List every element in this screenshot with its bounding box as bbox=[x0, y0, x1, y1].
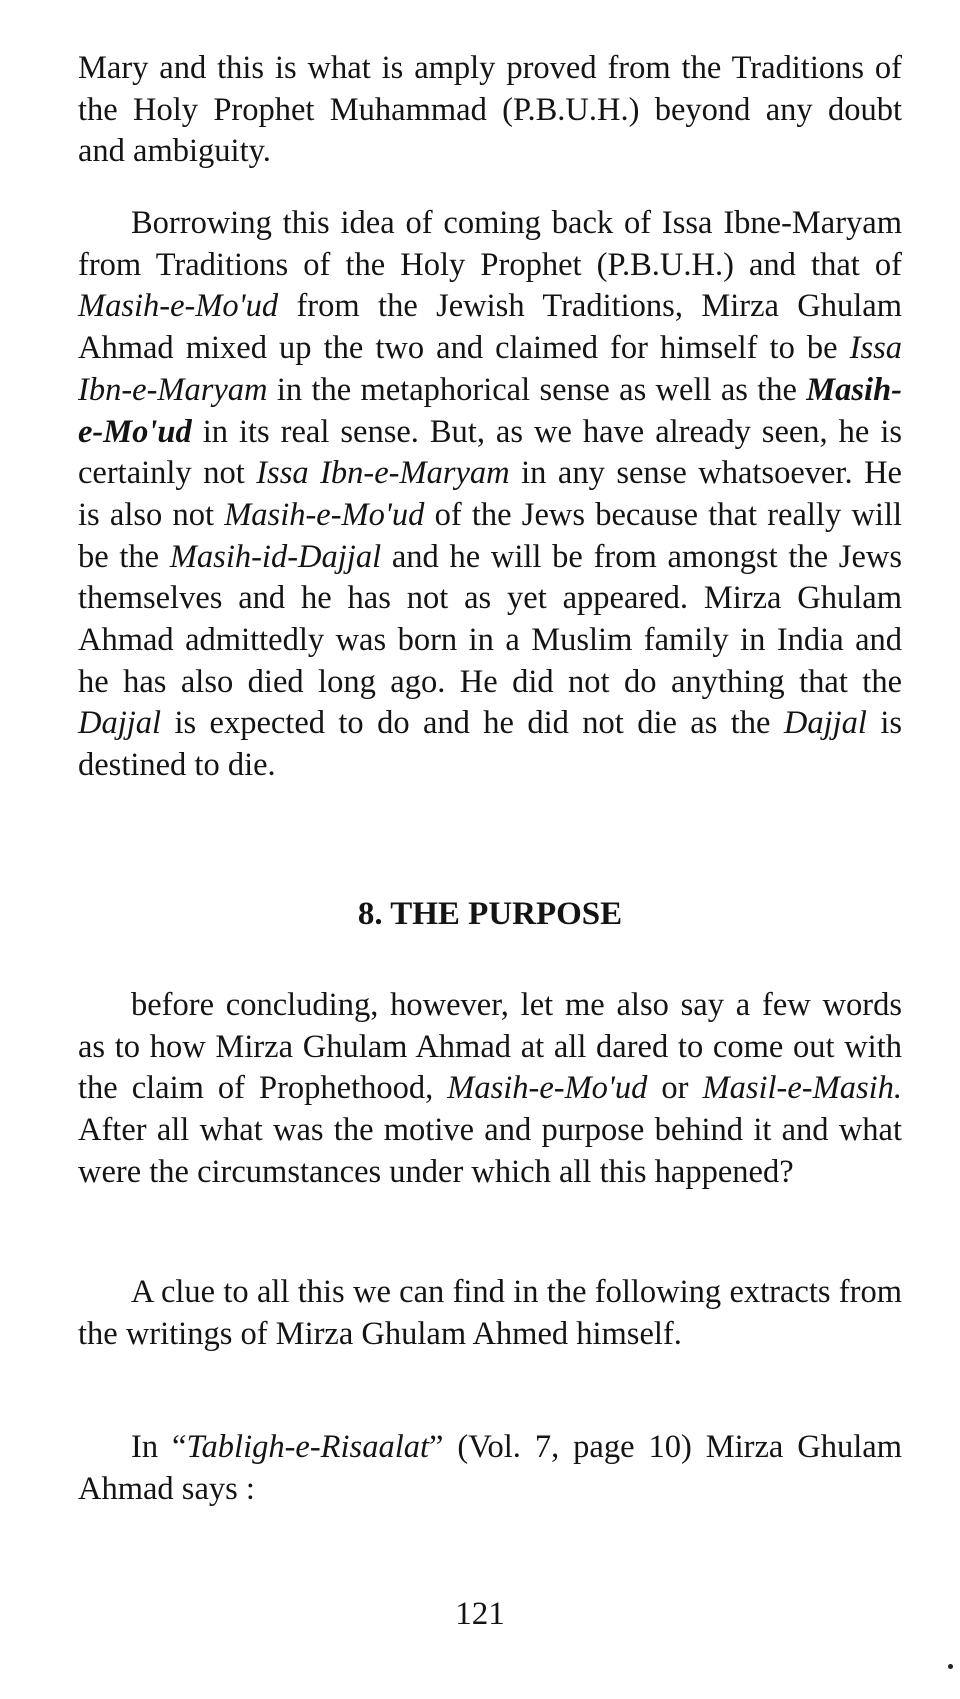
italic-term: Dajjal bbox=[783, 705, 867, 742]
scan-speck bbox=[948, 1664, 953, 1669]
section-heading: 8. THE PURPOSE bbox=[357, 896, 623, 932]
paragraph-purpose: before concluding, however, let me also say a few words as to how Mirza Ghulam Ahmad at all dared to come out with the claim of Prophethood, Masih-e-Mo'ud or Masil-e-Masih. After all what was the motive and purpose behind it and what were the circumstances under which all this happened? bbox=[78, 987, 902, 1190]
italic-term: Issa Ibn-e-Maryam bbox=[78, 330, 902, 408]
italic-term: Masil-e-Masih. bbox=[702, 1070, 902, 1107]
italic-term: Issa Ibn-e-Maryam bbox=[256, 455, 510, 492]
italic-term: Masih-e-Mo'ud bbox=[447, 1070, 648, 1107]
paragraph-intro: Mary and this is what is amply proved from the Traditions of the Holy Prophet Muhammad (P.B.U.H.) beyond any doubt and ambiguity. bbox=[78, 50, 902, 170]
italic-term: Masih-e-Mo'ud bbox=[224, 496, 425, 533]
italic-title: Tabligh-e-Risaalat bbox=[186, 1429, 430, 1465]
paragraph-clue: A clue to all this we can find in the following extracts from the writings of Mirza Ghulam Ahmed himself. bbox=[78, 1274, 902, 1352]
italic-term: Masih-e-Mo'ud bbox=[78, 371, 902, 450]
italic-term: Masih-id-Dajjal bbox=[169, 538, 382, 575]
italic-term: Dajjal bbox=[78, 705, 162, 742]
italic-term: Masih-e-Mo'ud bbox=[78, 288, 279, 325]
paragraph-quote-intro: In “Tabligh-e-Risaalat” (Vol. 7, page 10) Mirza Ghulam Ahmad says : bbox=[78, 1429, 902, 1507]
page-number: 121 bbox=[455, 1596, 505, 1632]
paragraph-borrowing: Borrowing this idea of coming back of Issa Ibne-Maryam from Traditions of the Holy Prophet (P.B.U.H.) and that of Masih-e-Mo'ud from the Jewish Traditions, Mirza Ghulam Ahmad mixed up the two and claimed for himself to be Issa Ibn-e-Maryam in the metaphorical sense as well as the Masih-e-Mo'ud in its real sense. But, as we have already seen, he is certainly not Issa Ibn-e-Maryam in any sense whatsoever. He is also not Masih-e-Mo'ud of the Jews because that really will be the Masih-id-Dajjal and he will be from amongst the Jews themselves and he has not as yet appeared. Mirza Ghulam Ahmad admittedly was born in a Muslim family in India and he has also died long ago. He did not do anything that the Dajjal is expected to do and he did not die as the Dajjal is destined to die. bbox=[78, 205, 902, 784]
